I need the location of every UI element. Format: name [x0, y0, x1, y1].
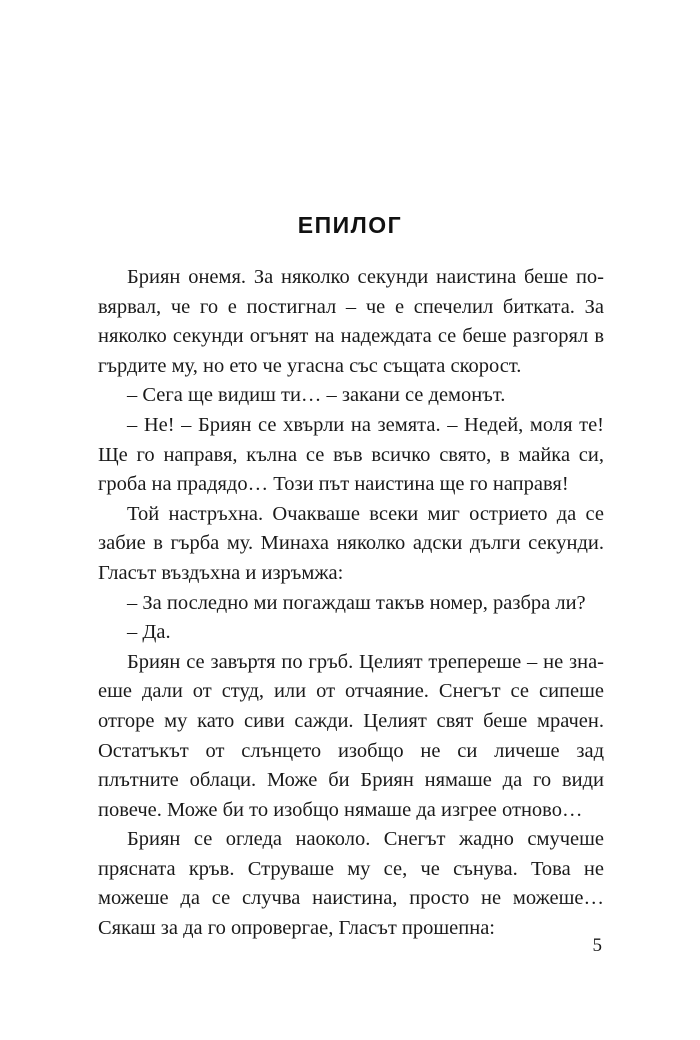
paragraph: – Не! – Бриян се хвърли на земята. – Недей, моля те! Ще го направя, кълна се във всичко свято, в майка си, гроба на прадядо… Този път наистина ще го направя! — [98, 413, 604, 496]
paragraph: – За последно ми погаждаш такъв номер, разбра ли? — [127, 591, 586, 614]
paragraph: – Да. — [127, 621, 171, 644]
chapter-title: ЕПИЛОГ — [297, 212, 403, 238]
paragraph: Той настръхна. Очакваше всеки миг острието да се забие в гърба му. Минаха няколко адски дълги секунди. Гласът въздъхна и изръмжа: — [98, 502, 604, 584]
paragraph: Бриян онемя. За няколко секунди наистина беше повярвал, че го е постигнал – че е спечелил битката. За няколко секунди огънят на надеждата се беше разгорял в гърдите му, но ето че угасна със същата скорост. — [98, 266, 604, 377]
paragraph: Бриян се огледа наоколо. Снегът жадно смучеше прясната кръв. Струваше му се, че сънува. Това не можеше да се случва наистина, просто не можеше… Сякаш за да го опровергае, Гласът прошепна: — [98, 828, 604, 940]
page-number: 5 — [592, 935, 602, 956]
chapter-body — [98, 263, 604, 944]
paragraph: – Сега ще видиш ти… – закани се демонът. — [127, 384, 506, 407]
paragraph: Бриян се завъртя по гръб. Целият трепереше – не знаеше дали от студ, или от отчаяние. Снегът се сипеше отгоре му като сиви сажди. Целият свят беше мрачен. Остатъкът от слънцето изобщо не си личеше зад плътните облаци. Може би Бриян нямаше да го види повече. Може би то изобщо нямаше да изгрее отново… — [98, 650, 604, 821]
